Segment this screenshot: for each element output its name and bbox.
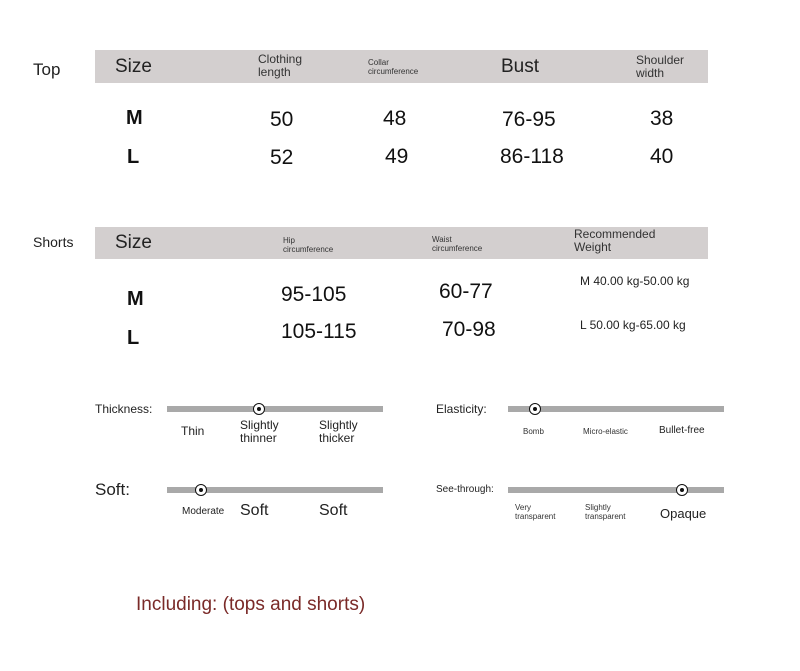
shorts-header-hip: Hip circumference xyxy=(283,236,334,254)
see-through-option-slightly-transparent: Slightly transparent xyxy=(585,503,626,521)
top-row-collar: 49 xyxy=(385,145,409,168)
top-section-label: Top xyxy=(33,60,61,79)
soft-option-soft: Soft xyxy=(240,502,269,519)
top-row-clothing-length: 52 xyxy=(270,146,294,169)
elasticity-option-bomb: Bomb xyxy=(523,427,544,436)
top-row-collar: 48 xyxy=(383,107,407,130)
shorts-header-bar xyxy=(95,227,708,259)
top-row-clothing-length: 50 xyxy=(270,108,294,131)
elasticity-knob xyxy=(529,403,541,415)
top-header-shoulder: Shoulder width xyxy=(636,53,685,80)
shorts-header-waist: Waist circumference xyxy=(432,235,483,253)
shorts-section-label: Shorts xyxy=(33,234,74,250)
thickness-option-thin: Thin xyxy=(181,424,205,438)
top-row-size: L xyxy=(127,146,140,168)
elasticity-option-bullet-free: Bullet-free xyxy=(659,425,705,436)
footer-note: Including: (tops and shorts) xyxy=(136,594,366,615)
soft-option-moderate: Moderate xyxy=(182,506,225,517)
soft-label: Soft: xyxy=(95,480,130,499)
top-row-shoulder: 40 xyxy=(650,145,674,168)
thickness-knob xyxy=(253,403,265,415)
thickness-option-slightly-thinner: Slightly thinner xyxy=(240,418,279,445)
soft-knob xyxy=(195,484,207,496)
see-through-option-opaque: Opaque xyxy=(660,506,707,521)
thickness-option-slightly-thicker: Slightly thicker xyxy=(319,418,358,445)
thickness-label: Thickness: xyxy=(95,402,153,416)
elasticity-label: Elasticity: xyxy=(436,402,487,416)
see-through-option-very-transparent: Very transparent xyxy=(515,503,556,521)
top-header-clothing-length: Clothing length xyxy=(258,52,303,79)
top-row-size: M xyxy=(126,107,143,129)
shorts-header-size: Size xyxy=(115,232,152,253)
top-header-bust: Bust xyxy=(501,56,540,77)
elasticity-option-micro-elastic: Micro-elastic xyxy=(583,427,628,436)
top-row-bust: 76-95 xyxy=(502,108,556,131)
shorts-row-hip: 95-105 xyxy=(281,283,347,306)
thickness-track xyxy=(167,406,383,412)
see-through-label: See-through: xyxy=(436,484,494,495)
shorts-row-weight: M 40.00 kg-50.00 kg xyxy=(580,274,690,288)
top-header-collar: Collar circumference xyxy=(368,58,419,76)
see-through-knob xyxy=(676,484,688,496)
top-header-bar xyxy=(95,50,708,83)
top-header-size: Size xyxy=(115,56,152,77)
shorts-row-waist: 70-98 xyxy=(442,318,496,341)
shorts-row-waist: 60-77 xyxy=(439,280,493,303)
shorts-header-weight: Recommended Weight xyxy=(574,227,656,254)
top-row-shoulder: 38 xyxy=(650,107,674,130)
shorts-row-weight: L 50.00 kg-65.00 kg xyxy=(580,318,686,332)
soft-option-soft: Soft xyxy=(319,502,348,519)
shorts-row-size: L xyxy=(127,327,140,349)
shorts-row-size: M xyxy=(127,288,144,310)
shorts-row-hip: 105-115 xyxy=(281,320,357,343)
top-row-bust: 86-118 xyxy=(500,145,564,168)
see-through-track xyxy=(508,487,724,493)
